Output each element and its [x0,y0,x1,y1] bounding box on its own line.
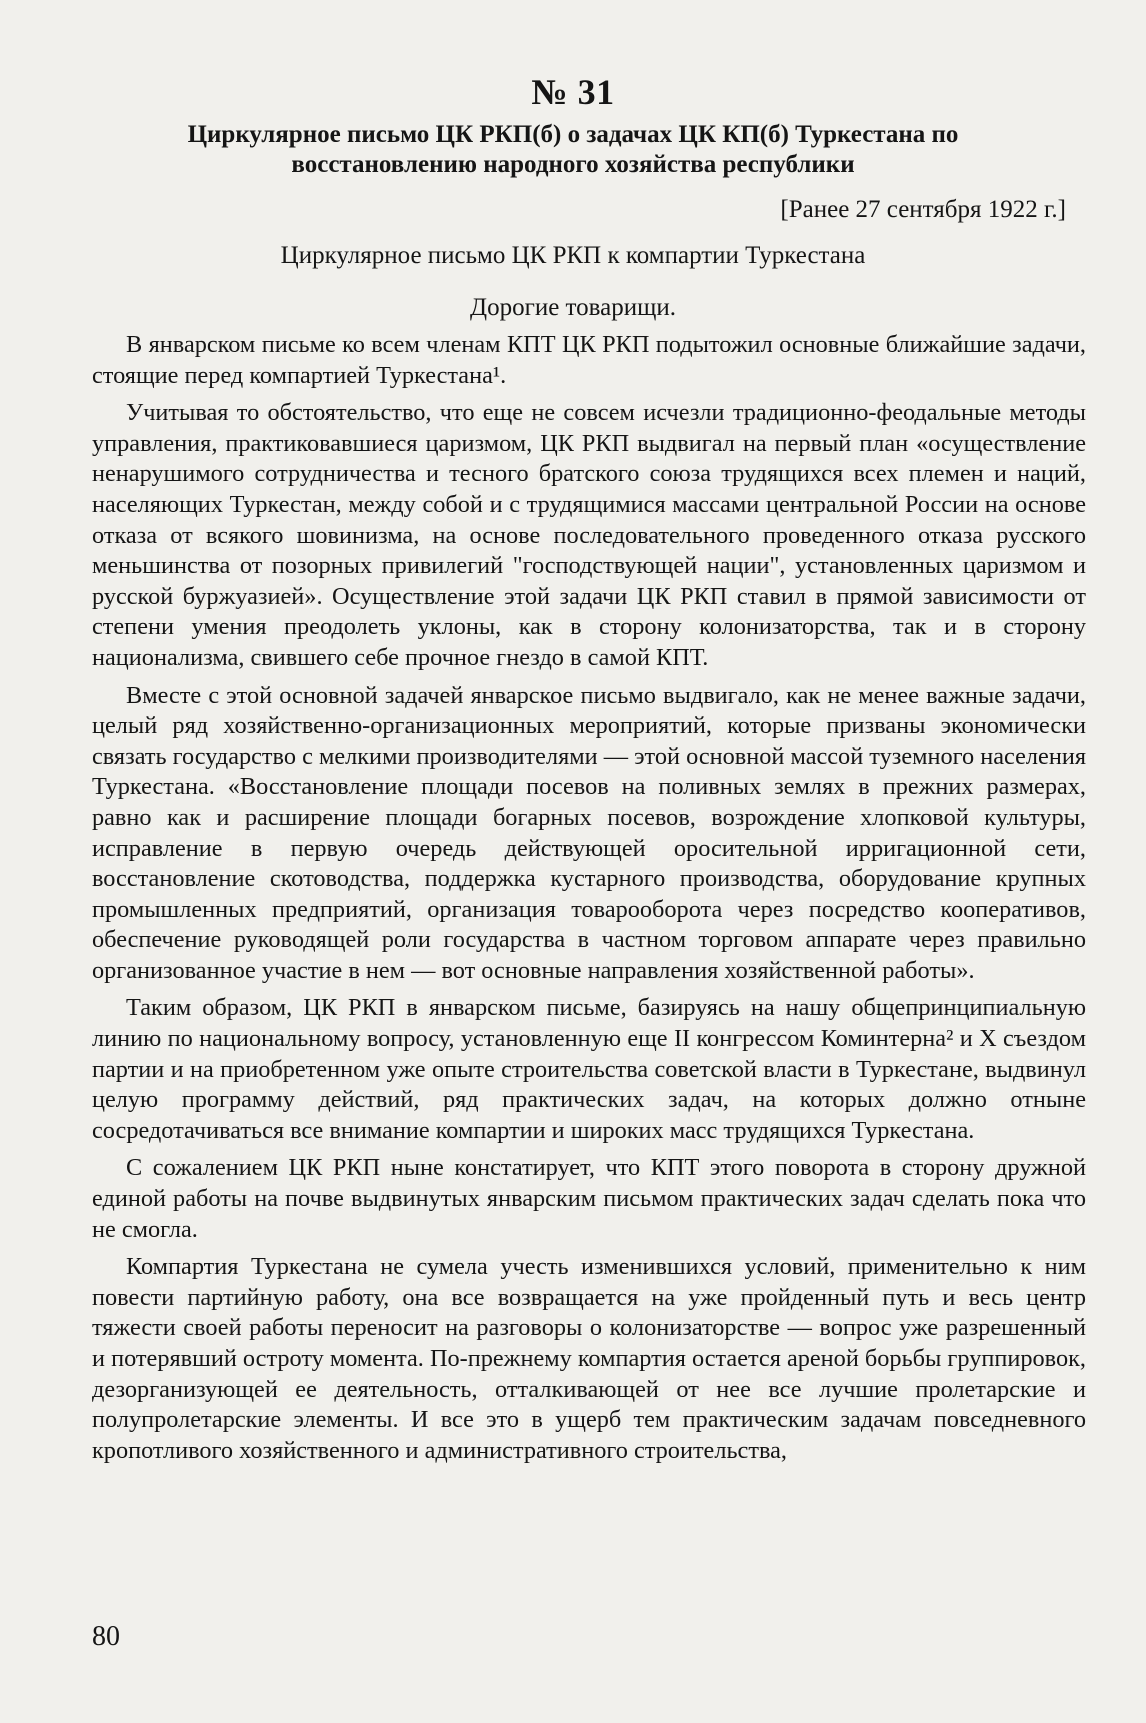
document-title: Циркулярное письмо ЦК РКП(б) о задачах ЦК КП(б) Туркестана по восстановлению народного хозяйства республики [187,121,959,178]
paragraph: В январском письме ко всем членам КПТ ЦК РКП подытожил основные ближайшие задачи, стоящие перед компартией Туркестана¹. [92,331,1086,389]
paragraph: С сожалением ЦК РКП ныне констатирует, что КПТ этого поворота в сторону дружной единой работы на почве выдвинутых январским письмом практических задач сделать пока что не смогла. [92,1154,1086,1243]
page-number: 80 [92,1621,120,1652]
document-date: [Ранее 27 сентября 1922 г.] [780,196,1066,223]
paragraph: Таким образом, ЦК РКП в январском письме, базируясь на нашу общепринципиальную линию по национальному вопросу, установленную еще II конгрессом Коминтерна² и X съездом партии и на приобретенном уже опыте строительства советской власти в Туркестане, выдвинул целую программу действий, ряд практических задач, на которых должно отныне сосредотачиваться все внимание компартии и широких масс трудящихся Туркестана. [92,994,1086,1144]
document-number: № 31 [531,72,615,112]
document-subtitle: Циркулярное письмо ЦК РКП к компартии Туркестана [280,242,866,269]
document-body [92,330,1086,1473]
paragraph: Учитывая то обстоятельство, что еще не совсем исчезли традиционно-феодальные методы управления, практиковавшиеся царизмом, ЦК РКП выдвигал на первый план «осуществление ненарушимого сотрудничества и тесного братского союза трудящихся всех племен и наций, населяющих Туркестан, между собой и с трудящимися массами центральной России на основе отказа от всякого шовинизма, на основе последовательного проведенного отказа русского меньшинства от позорных привилегий "господствующей нации", установленных царизмом и русской буржуазией». Осуществление этой задачи ЦК РКП ставил в прямой зависимости от степени умения преодолеть уклоны, как в сторону колонизаторства, так и в сторону национализма, свившего себе прочное гнездо в самой КПТ. [92,399,1086,671]
paragraph: Вместе с этой основной задачей январское письмо выдвигало, как не менее важные задачи, целый ряд хозяйственно-организационных мероприятий, которые призваны экономически связать государство с мелкими производителями — этой основной массой туземного населения Туркестана. «Восстановление площади посевов на поливных землях в прежних размерах, равно как и расширение площади богарных посевов, возрождение хлопковой культуры, исправление в первую очередь действующей оросительной ирригационной сети, восстановление скотоводства, поддержка кустарного производства, оборудование крупных промышленных предприятий, организация товарооборота через посредство кооперативов, обеспечение руководящей роли государства в частном торговом аппарате через правильно организованное участие в нем — вот основные направления хозяйственной работы». [92,681,1086,984]
paragraph: Компартия Туркестана не сумела учесть изменившихся условий, применительно к ним повести партийную работу, она все возвращается на уже пройденный путь и весь центр тяжести своей работы переносит на разговоры о колонизаторстве — вопрос уже разрешенный и потерявший остроту момента. По-прежнему компартия остается ареной борьбы группировок, дезорганизующей ее деятельность, отталкивающей от нее все лучшие пролетарские и полупролетарские элементы. И все это в ущерб тем практическим задачам повседневного кропотливого хозяйственного и административного строительства, [92,1253,1086,1464]
salutation: Дорогие товарищи. [470,294,676,321]
